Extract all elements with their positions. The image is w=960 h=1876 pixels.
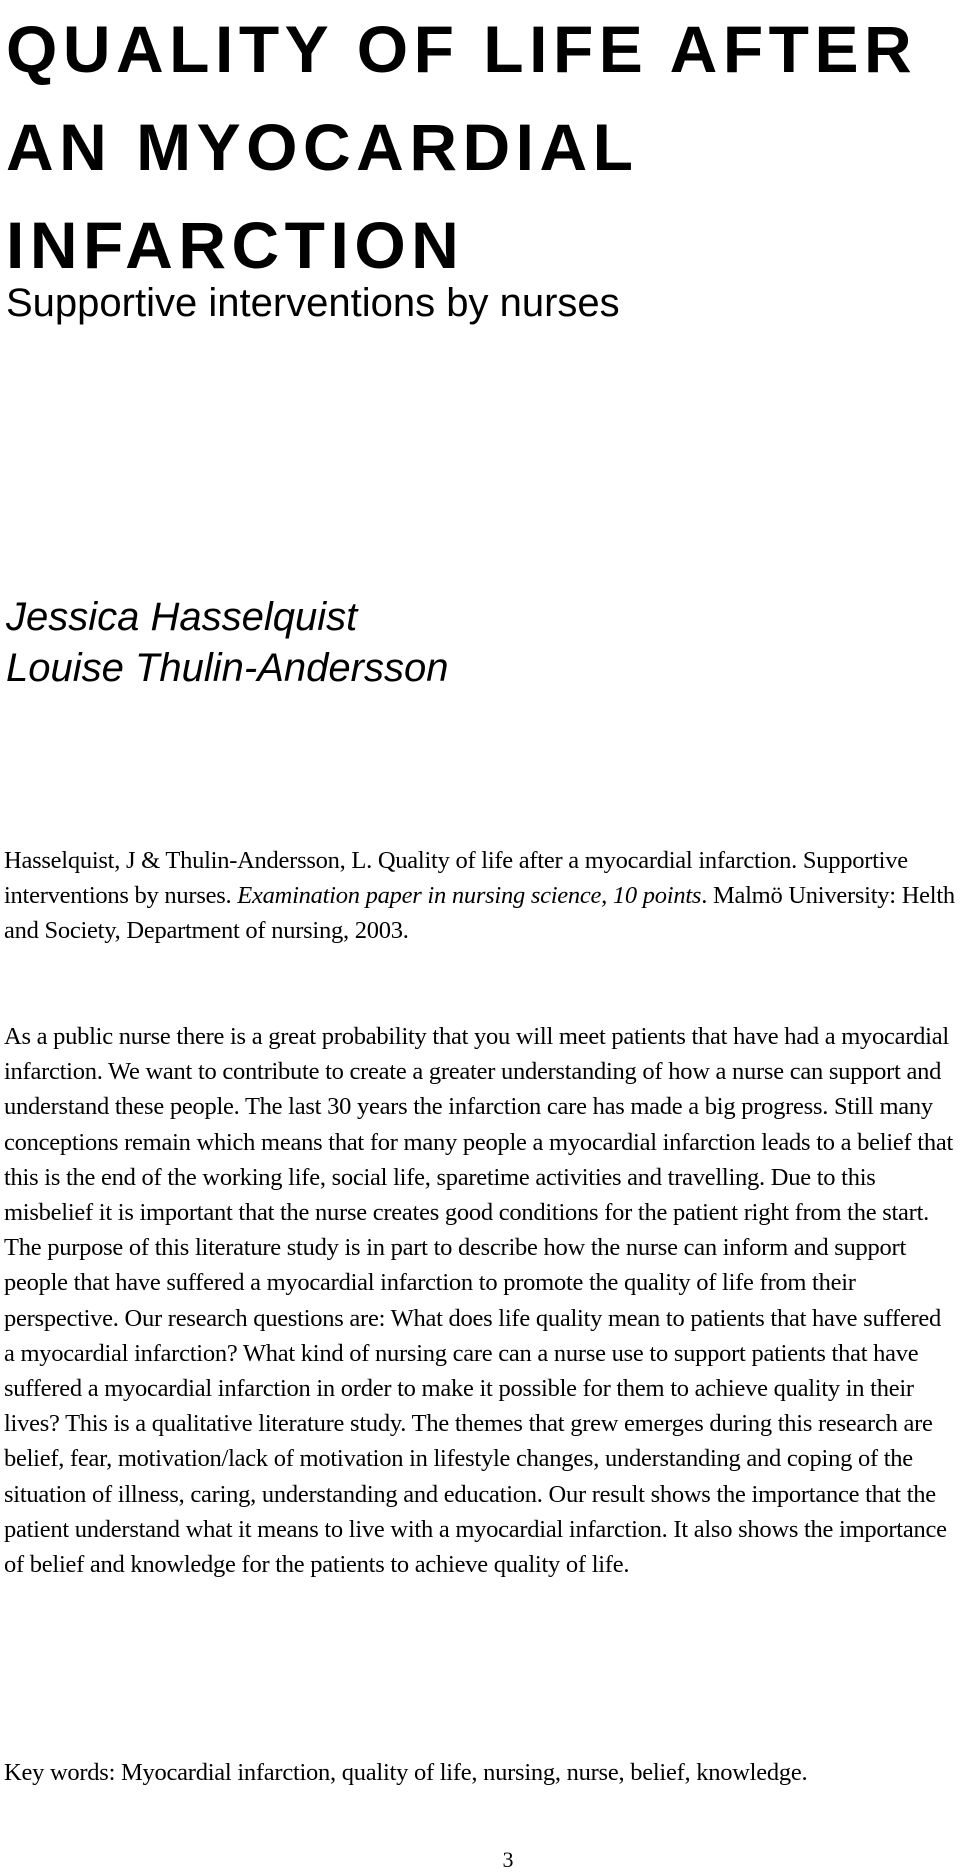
title-line-1: QUALITY OF LIFE AFTER xyxy=(6,12,918,86)
page-number: 3 xyxy=(502,1847,514,1872)
page-title xyxy=(6,0,917,294)
title-line-2: AN MYOCARDIAL xyxy=(6,110,639,184)
author-name: Jessica Hasselquist xyxy=(6,595,358,639)
citation-paragraph xyxy=(4,843,956,949)
abstract-paragraph: As a public nurse there is a great probability that you will meet patients that have had a myocardial infarction. We want to contribute to create a greater understanding of how a nurse can support and understand these people. The last 30 years the infarction care has made a big progress. Still many conceptions remain which means that for many people a myocardial infarction leads to a belief that this is the end of the working life, social life, sparetime activities and travelling. Due to this misbelief it is important that the nurse creates good conditions for the patient right from the start. The purpose of this literature study is in part to describe how the nurse can inform and support people that have suffered a myocardial infarction to promote the quality of life from their perspective. Our research questions are: What does life quality mean to patients that have suffered a myocardial infarction? What kind of nursing care can a nurse use to support patients that have suffered a myocardial infarction in order to make it possible for them to achieve quality in their lives? This is a qualitative literature study. The themes that grew emerges during this research are belief, fear, motivation/lack of motivation in lifestyle changes, understanding and coping of the situation of illness, caring, understanding and education. Our result shows the importance that the patient understand what it means to live with a myocardial infarction. It also shows the importance of belief and knowledge for the patients to achieve quality of life. xyxy=(4,1023,954,1579)
keywords-paragraph: Key words: Myocardial infarction, quality of life, nursing, nurse, belief, knowledge. xyxy=(4,1759,808,1786)
citation-authors-title: Hasselquist, J & Thulin-Andersson, L. Quality of life after a myocardial infarction. Supportive interventions by nurses. xyxy=(4,847,908,910)
citation-institution: . Malmö University: Helth and Society, Department of nursing, 2003. xyxy=(4,882,955,945)
title-line-3: INFARCTION xyxy=(6,208,465,282)
author-list xyxy=(6,592,448,694)
author-name: Louise Thulin-Andersson xyxy=(6,646,449,690)
citation-exam-type: Examination paper in nursing science, 10 points xyxy=(237,882,702,910)
subtitle: Supportive interventions by nurses xyxy=(6,281,620,325)
